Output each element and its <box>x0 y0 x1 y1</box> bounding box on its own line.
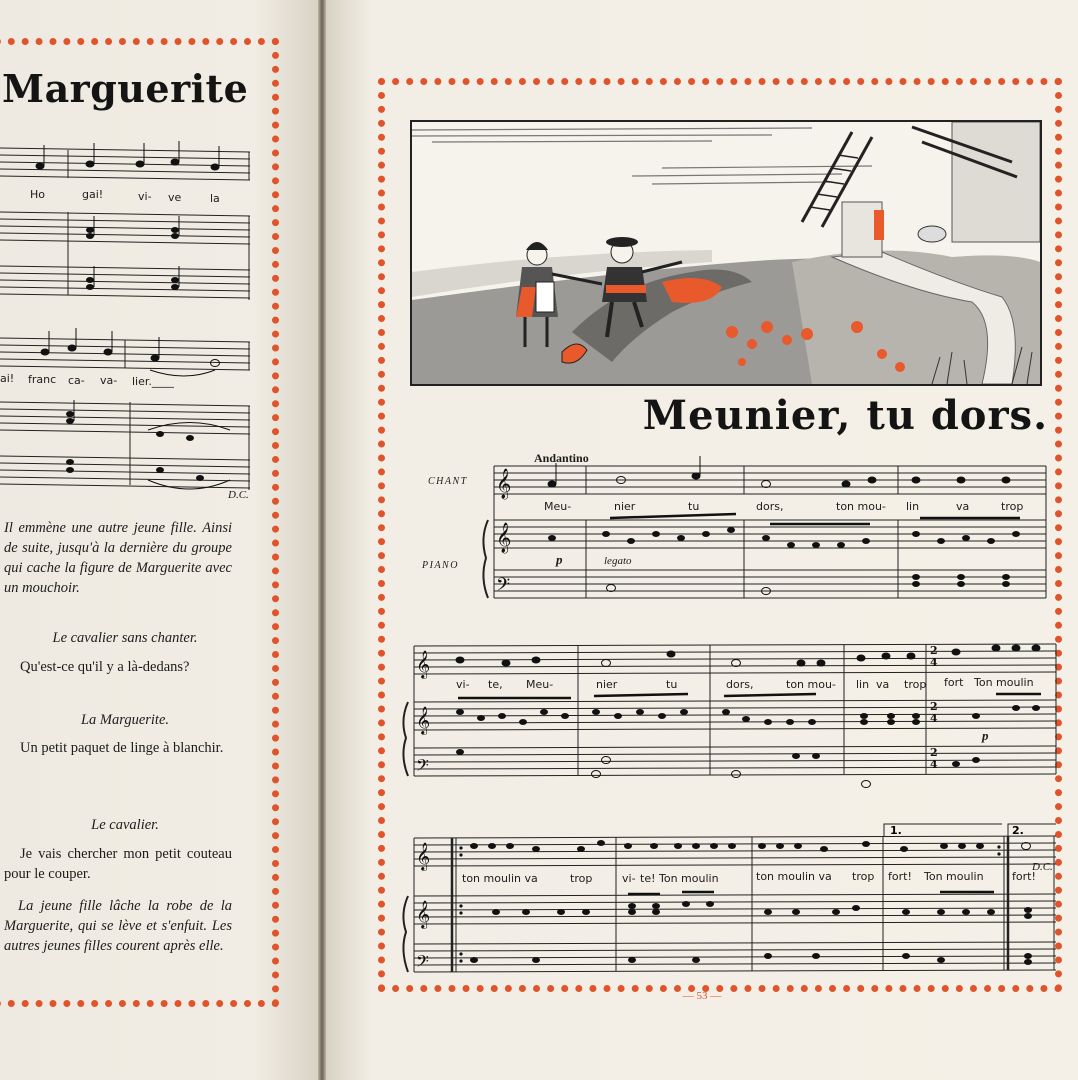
lyric: vi- <box>622 872 636 885</box>
lyric: te! Ton moulin <box>640 872 719 885</box>
score-system-3 <box>396 808 1056 973</box>
lyric: nier <box>614 500 636 513</box>
dialogue-line: Qu'est-ce qu'il y a là-dedans? <box>20 659 190 675</box>
illustration-art <box>412 122 1040 384</box>
lyric: Ton moulin <box>924 870 984 883</box>
song-title-left: Marguerite <box>2 66 249 111</box>
lyric: Ho <box>30 188 46 201</box>
lyric: fort <box>944 676 964 689</box>
dc-mark: D.C. <box>1032 861 1053 873</box>
lyric: vi- <box>138 190 152 203</box>
svg-text:𝄞: 𝄞 <box>416 706 431 734</box>
dc-mark: D.C. <box>228 489 249 501</box>
lyric: ton mou- <box>786 678 836 691</box>
speaker-label: Le cavalier sans chanter. <box>52 630 198 646</box>
instruction-paragraph: La jeune fille lâche la robe de la Marguerite, qui se lève et s'enfuit. Les autres jeunes filles courent après elle. <box>4 898 232 954</box>
page-number: — 53 — <box>682 990 722 1002</box>
svg-text:𝄞: 𝄞 <box>496 469 512 499</box>
dialogue-line: Un petit paquet de linge à blanchir. <box>20 740 224 756</box>
right-page <box>326 0 1078 1080</box>
lyric: trop <box>570 872 593 885</box>
lyric: dors, <box>726 678 754 691</box>
lyric: nier <box>596 678 618 691</box>
lyric: franc <box>28 373 57 386</box>
lyric: tu <box>688 500 700 513</box>
score-system-1 <box>406 448 1056 608</box>
lyric: ton moulin va <box>756 870 832 883</box>
lyric: trop <box>1001 500 1024 513</box>
lyric: dors, <box>756 500 784 513</box>
lyric: lin <box>906 500 920 513</box>
lyric: ton moulin va <box>462 872 538 885</box>
svg-text:2: 2 <box>930 700 938 713</box>
svg-text:𝄞: 𝄞 <box>416 842 431 870</box>
svg-text:𝄢: 𝄢 <box>416 755 429 779</box>
lyric: la <box>210 192 220 205</box>
book-gutter <box>318 0 326 1080</box>
lyric: vi- <box>456 678 470 691</box>
lyric: Ton moulin <box>974 676 1034 689</box>
dynamic-marking: p <box>982 728 989 743</box>
music-staff-voice-left-2 <box>0 330 260 500</box>
lyric: ai! <box>0 372 15 385</box>
piano-label: PIANO <box>422 560 459 571</box>
svg-text:𝄢: 𝄢 <box>416 951 429 975</box>
tempo-marking: Andantino <box>534 451 589 465</box>
lyric: trop <box>852 870 875 883</box>
song-title-right: Meunier, tu dors. <box>642 392 1048 439</box>
lyric: fort! <box>1012 870 1036 883</box>
lyric: fort! <box>888 870 912 883</box>
lyric: tu <box>666 678 678 691</box>
music-staff-voice-left-1 <box>0 140 260 310</box>
lyric: va <box>876 678 890 691</box>
illustration-mill-scene <box>410 120 1042 386</box>
dialogue-line: Je vais chercher mon petit couteau pour le couper. <box>4 846 232 882</box>
lyric: Meu- <box>526 678 554 691</box>
lyric: va- <box>100 374 118 387</box>
lyric: gai! <box>82 188 104 201</box>
lyric: lier.____ <box>132 375 174 388</box>
chant-label: CHANT <box>428 476 468 487</box>
legato-marking: legato <box>604 555 632 567</box>
svg-text:𝄞: 𝄞 <box>416 900 431 928</box>
svg-text:𝄞: 𝄞 <box>496 523 512 553</box>
speaker-label: Le cavalier. <box>91 817 159 833</box>
dynamic-marking: p <box>556 552 563 567</box>
svg-text:4: 4 <box>930 656 938 669</box>
lyric: lin <box>856 678 870 691</box>
lyric: te, <box>488 678 503 691</box>
instruction-paragraph: Il emmène une autre jeune fille. Ainsi de suite, jusqu'à la dernière du groupe qui cache la figure de Marguerite avec un mouchoir. <box>4 520 232 596</box>
volta-1: 1. <box>890 824 902 837</box>
lyric: va <box>956 500 970 513</box>
left-page <box>0 0 318 1080</box>
volta-2: 2. <box>1012 824 1024 837</box>
svg-text:2: 2 <box>930 746 938 759</box>
svg-text:4: 4 <box>930 758 938 771</box>
svg-text:4: 4 <box>930 712 938 725</box>
speaker-label: La Marguerite. <box>80 712 170 728</box>
lyric: trop <box>904 678 927 691</box>
svg-text:𝄢: 𝄢 <box>496 575 511 600</box>
lyric: ve <box>168 191 182 204</box>
score-system-2 <box>396 636 1056 796</box>
lyric: Meu- <box>544 500 572 513</box>
lyric: ca- <box>68 374 85 387</box>
svg-text:2: 2 <box>930 644 938 657</box>
svg-text:𝄞: 𝄞 <box>416 650 431 678</box>
lyric: ton mou- <box>836 500 886 513</box>
